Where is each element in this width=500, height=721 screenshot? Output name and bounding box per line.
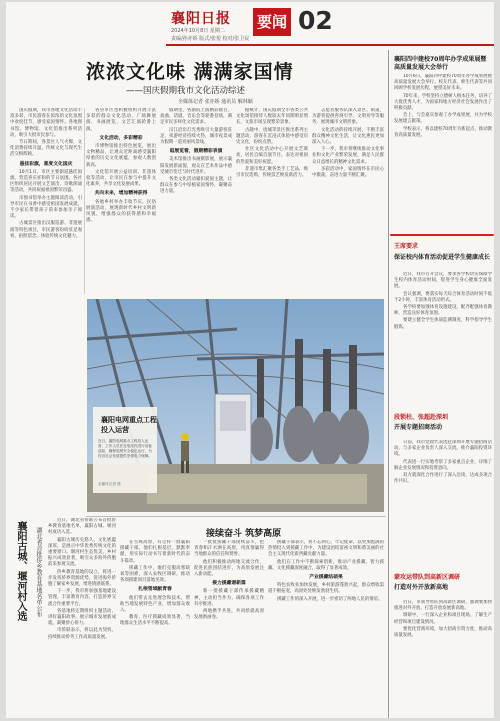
- main-story-column-4: 据统计，国庆假期全市各类公共文化场馆接待人数较去年同期明显增长，文旅市场呈现繁荣景象。 古隆中、唐城等景区推出系列主题活动，游客在沉浸式体验中感受历史文化，纷纷点赞。 社区文化活动中心开展文艺联欢，居民自编自演节目，表达对祖国的热爱和美好祝愿。 非遗市集汇聚各类手工艺品，吸引市民选购，传统技艺焕发新活力。: [236, 108, 308, 179]
- sidebar-headline-2: 王席要求: [394, 243, 419, 250]
- sidebar-headline-1: 襄阳四中建校70周年办学成果展暨高质量发展大会举行: [394, 56, 487, 71]
- sidebar-headline-4: 蒙攻运带队到高新区调研: [394, 574, 461, 581]
- lower-story-column-2: 在雪域高原，有这样一群襄阳援藏干部，他们扎根基层，默默奉献，用实际行动书写着新时代的奋斗篇章。 援藏工作中，他们克服高寒缺氧等困难，深入农牧区调研，推动各项援建项目落地见效。 扎根雪域献青春 他们带去先进理念和技术，帮助当地发展特色产业，增加群众收入。 教育、医疗援藏成效显著，当地群众生活水平不断提高。: [120, 540, 190, 627]
- column-subheading: 逛展览看，假期精彩表演: [169, 149, 223, 155]
- vertical-headline: 襄阳古城、堰河村入选: [15, 521, 26, 621]
- main-story-column-3: 假期里，各剧院上演精彩剧目，戏曲、话剧、音乐会等轮番登场，满足市民多样化文化需求。 汉江沿岸灯光秀吸引大量游客驻足，夜游经济持续火热，城市夜景成为假期一道亮丽风景线。 逛展览看，假期精彩表演 美术馆推出书画摄影展，展示襄阳发展新面貌，观众在艺术作品中感受城市变迁与时代进步。 各类文化活动紧扣爱国主题，让群众在参与中厚植家国情怀，凝聚奋进力量。: [160, 108, 232, 195]
- paper-name: 襄阳日报: [171, 11, 231, 27]
- photo-caption-text: 近日，襄阳电网重点工程投入运营，工作人员在变电站内进行设备巡检，确保电网安全稳定运行，为经济社会发展提供坚强电力保障。: [98, 439, 152, 458]
- masthead-rule: [166, 44, 494, 46]
- page-number: 02: [298, 6, 333, 35]
- sidebar-subhead-2: 保证校内体育活动促进学生健康成长: [394, 254, 491, 261]
- main-headline: 浓浓文化味 满满家国情: [86, 61, 294, 83]
- sidebar-rule: [388, 50, 389, 718]
- issue-date: 2024年10月8日 星期二: [171, 28, 225, 34]
- main-story-column-1: 国庆假期，我市各地文化活动丰富多彩，市民游客在浓浓的文化氛围中欢度佳节，感受家国情怀。各地图书馆、博物馆、文化馆推出系列活动，吸引大批市民参与。 节日期间，各景区人气火爆，文化消费持续升温，传统文化与现代生活交相辉映。 悬挂彩旗，喜度文化国庆 10月1日，市区主要街道悬挂国旗，营造喜庆祥和的节日氛围。各社区组织居民开展文艺演出、诗歌朗诵等活动，共同祝福祖国繁荣昌盛。 市图书馆举办主题阅读活动，引导市民在书香中感受祖国发展成就，不少家长带着孩子前来参加亲子阅读。 古城景区推出汉服巡游、非遗展演等特色项目，市民游客纷纷驻足观看，拍照留念，体验传统文化魅力。: [10, 108, 82, 239]
- sidebar-subhead-4: 打造对外开放新高地: [394, 584, 449, 591]
- column-subheading: 悬挂彩旗，喜度文化国庆: [19, 161, 73, 167]
- sidebar-story-1: 10月6日，襄阳四中建校70周年办学成果展暨高质量发展大会举行。校友代表、师生代表等共同回顾学校发展历程，展望美好未来。 70年来，学校坚持立德树人根本任务，培养了大批优秀人才，为国家和地方经济社会发展作出了积极贡献。 会上，与会嘉宾参观了办学成果展，并为学校发展建言献策。 学校表示，将以建校70周年为新起点，推动教育高质量发展。: [394, 74, 492, 138]
- lower-separator: [86, 516, 386, 517]
- sidebar-subhead-3: 开展专题招商活动: [394, 424, 443, 431]
- sidebar-headline-3: 段锁柱、张超赴深圳: [394, 414, 449, 421]
- red-highlight-underline: [390, 234, 494, 236]
- main-byline: 全媒体记者 张亦娇 通讯员 解林颖: [178, 99, 253, 105]
- main-subhead: ——国庆假期我市文化活动综述: [126, 86, 246, 96]
- lower-center-headline: 接续奋斗 筑梦高原: [206, 529, 282, 539]
- photo-caption-title: 襄阳电网重点工程 投入运营: [101, 416, 157, 434]
- editor-credits: 责编/孙亦娇 版式/张悦 校对/张卫民: [171, 36, 250, 42]
- main-story-column-2: 各县市区也积极组织开展丰富多彩的群众文化活动，广场舞展演、书画展览、文艺汇演轮番上演。 文化活动，多彩精彩 市博物馆推出特色展览，展出文物精品，让观众近距离感受襄阳厚重的历史文化底蕴，参观人数创新高。 文化馆开展公益培训、非遗体验等活动，让市民在参与中提升文化素养，共享文化发展成果。 共向未来，增加精神获得 各地乡村举办丰收节庆、民俗展演活动，展现新时代乡村文明新风貌，增强群众的获得感和幸福感。: [86, 108, 156, 224]
- newspaper-page: [6, 2, 494, 718]
- photo-caption-credit: 全媒体记者 摄: [98, 482, 121, 486]
- column-subheading: 共向未来，增加精神获得: [94, 191, 148, 197]
- column-divider: [84, 108, 85, 294]
- lower-story-column-4: 援藏干部表示，将不忘初心，牢记使命，以更加饱满的热情投入到援藏工作中，为建设团结富裕文明和谐美丽的社会主义现代化新西藏贡献力量。 他们在工作中不断探索创新，推动产业援藏、智力援藏、文化援藏深度融合，取得了显著成效。 产业援藏结硕果 特色农牧业加快发展，乡村旅游蓬勃兴起，群众增收渠道不断拓宽，高原处处焕发勃勃生机。 援藏工作的深入开展，进一步密切了两地人民的情谊。: [268, 540, 384, 602]
- column-subheading: 文化活动，多彩精彩: [99, 135, 143, 141]
- sidebar-story-2: 近日，我市召开会议，要求各学校切实保障学生校内体育活动时间，促进学生身心健康全面发展。 会议强调，要落实每天综合体育活动时间不低于2小时，丰富体育活动形式。 各学校要加强体育设施建设，配齐配强体育教师，营造良好体育氛围。 要建立健全学生体质监测制度，科学指导学生锻炼。: [394, 272, 492, 330]
- section-label: 要闻: [253, 8, 291, 36]
- main-story-column-5: 志愿者服务队深入景区、街道，为游客提供咨询引导、文明劝导等服务，展现城市文明形象。 文化活动的持续开展，不断丰富群众精神文化生活，让文化惠民更加深入人心。 下一步，我市将继续推动文化事业和文化产业繁荣发展，满足人民群众日益增长的精神文化需求。 多彩活动中，家国情怀在市民心中激荡，奋进力量不断汇聚。: [312, 108, 384, 179]
- sidebar-story-4: 近日，市领导带队到高新区调研，强调要加快推进对外开放，打造开放发展新高地。 调研中，一行深入企业和项目现场，了解生产经营和项目建设情况。 要优化营商环境，加大招商引资力度，推动高质量发展。: [394, 600, 492, 639]
- lower-story-column-3: 一批批援藏干部接续奋斗，把青春和汗水洒在高原，用真情赢得当地群众的信任和赞誉。 他们积极推动两地交流合作，促进民族团结进步，为高原发展注入新动能。 接力援藏谱新篇 新一批援藏干部传承援藏精神，主动担当作为，确保各项工作有序推进。 两地携手共进，共同绘就高原发展新画卷。: [194, 540, 264, 621]
- lower-story-column-1: 近日，湖北省侨联公布首批侨乡教育基地名单，襄阳古城、堰河村成功入选。 襄阳古城历史悠久，文化底蕴深厚，是展示中华优秀传统文化的重要窗口。堰河村生态优美，乡村振兴成效显著，吸引众多海外侨胞前来参观交流。 侨乡教育基地的设立，将进一步发挥侨界资源优势，促进海外侨胞了解家乡发展，增进情感联系。 下一步，我市将加强基地建设管理，丰富教育内容，打造侨界交流合作重要平台。 各基地将定期组织主题活动，讲好襄阳故事，展示城市发展新成就，凝聚侨心侨力。 市侨联表示，将以此为契机，持续推动侨务工作高质量发展。: [48, 518, 116, 640]
- masthead: [6, 2, 494, 46]
- sidebar-story-3: 日前，我市党政代表团赴深圳开展专题招商活动，与多家企业负责人深入交流，推介襄阳投资环境。 代表团一行实地考察了多家重点企业，详细了解企业发展情况和投资意向。 双方就深化合作进行了深入洽谈，达成多项合作共识。: [394, 440, 492, 485]
- vertical-subhead: 湖北省首批侨乡教育基地名单公布: [35, 527, 42, 617]
